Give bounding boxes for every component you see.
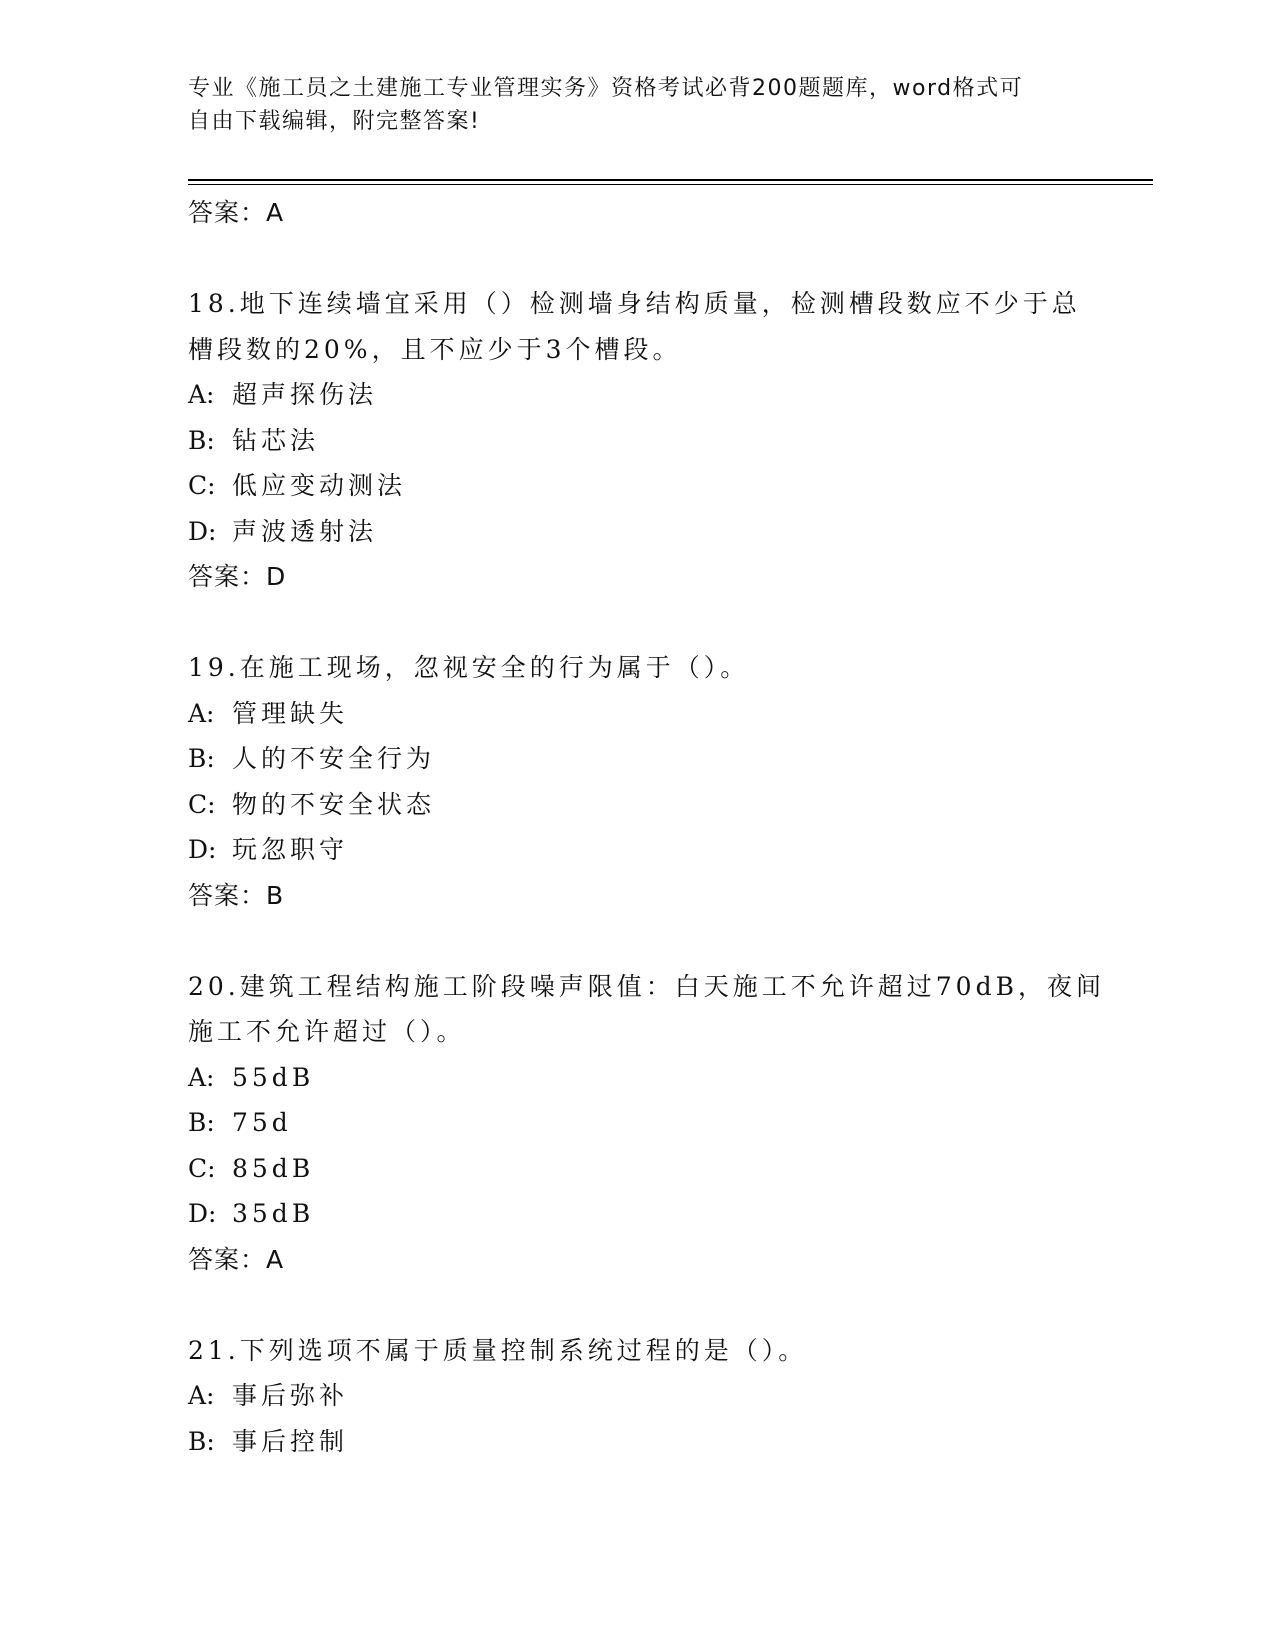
header-rule-thin [188, 184, 1153, 185]
option-text: 75d [232, 1108, 292, 1137]
spacer [188, 918, 1128, 964]
option-key: A: [188, 1062, 215, 1092]
option-text: 管理缺失 [232, 698, 349, 728]
option-c [188, 1146, 1128, 1192]
option-c [188, 782, 1128, 828]
question-text-line: 19.在施工现场，忽视安全的行为属于（）。 [188, 653, 750, 682]
question-text-19 [188, 645, 1128, 691]
question-text-18 [188, 281, 1128, 372]
option-key: D: [188, 516, 217, 546]
header-line-2: 自由下载编辑，附完整答案! [188, 109, 481, 134]
option-key: B: [188, 744, 215, 773]
option-d [188, 1191, 1128, 1237]
answer-line-19: 答案：B [188, 880, 285, 910]
option-key: A: [188, 380, 215, 409]
option-text: 玩忽职守 [232, 835, 349, 864]
question-text-line: 21.下列选项不属于质量控制系统过程的是（）。 [188, 1335, 808, 1365]
question-text-line: 18.地下连续墙宜采用（）检测墙身结构质量，检测槽段数应不少于总 [188, 289, 1081, 318]
header-line-1: 专业《施工员之土建施工专业管理实务》资格考试必背200题题库，word格式可 [188, 76, 1024, 101]
option-a [188, 1055, 1128, 1101]
question-text-line: 施工不允许超过（）。 [188, 1017, 466, 1046]
option-d [188, 509, 1128, 555]
option-a [188, 372, 1128, 418]
option-b [188, 736, 1128, 782]
question-list [188, 190, 1128, 1464]
option-b [188, 1100, 1128, 1146]
option-b [188, 418, 1128, 464]
option-key: C: [188, 1153, 216, 1183]
option-text: 55dB [232, 1062, 315, 1092]
option-b [188, 1419, 1128, 1465]
question-text-20 [188, 964, 1128, 1055]
header-rule-thick [188, 179, 1153, 181]
question-text-line: 槽段数的20%，且不应少于3个槽段。 [188, 334, 682, 364]
option-text: 事后控制 [232, 1426, 349, 1456]
question-text-line: 20.建筑工程结构施工阶段噪声限值：白天施工不允许超过70dB，夜间 [188, 971, 1105, 1001]
answer-line-20: 答案：A [188, 1244, 285, 1274]
option-text: 人的不安全行为 [232, 744, 436, 773]
option-key: C: [188, 789, 216, 819]
option-text: 钻芯法 [232, 425, 320, 455]
option-key: A: [188, 698, 215, 728]
question-block-21 [188, 1328, 1128, 1465]
option-key: B: [188, 425, 215, 455]
page-header [188, 72, 1088, 138]
option-text: 35dB [232, 1199, 315, 1228]
option-text: 物的不安全状态 [232, 789, 436, 819]
question-block-18 [188, 281, 1128, 599]
option-key: D: [188, 1199, 217, 1228]
option-c [188, 463, 1128, 509]
option-key: B: [188, 1426, 215, 1456]
option-d [188, 827, 1128, 873]
spacer [188, 1282, 1128, 1328]
option-text: 85dB [232, 1153, 315, 1183]
option-text: 低应变动测法 [232, 471, 407, 500]
option-key: A: [188, 1381, 215, 1410]
question-text-21 [188, 1328, 1128, 1374]
question-block-19 [188, 645, 1128, 918]
option-text: 超声探伤法 [232, 380, 378, 409]
option-a [188, 691, 1128, 737]
question-block-20 [188, 964, 1128, 1282]
option-key: B: [188, 1108, 215, 1137]
option-text: 事后弥补 [232, 1381, 349, 1410]
option-key: C: [188, 471, 216, 500]
option-text: 声波透射法 [232, 516, 378, 546]
spacer [188, 235, 1128, 281]
option-key: D: [188, 835, 217, 864]
option-a [188, 1373, 1128, 1419]
answer-line-17: 答案：A [188, 198, 285, 227]
answer-line-18: 答案：D [188, 562, 287, 591]
spacer [188, 599, 1128, 645]
